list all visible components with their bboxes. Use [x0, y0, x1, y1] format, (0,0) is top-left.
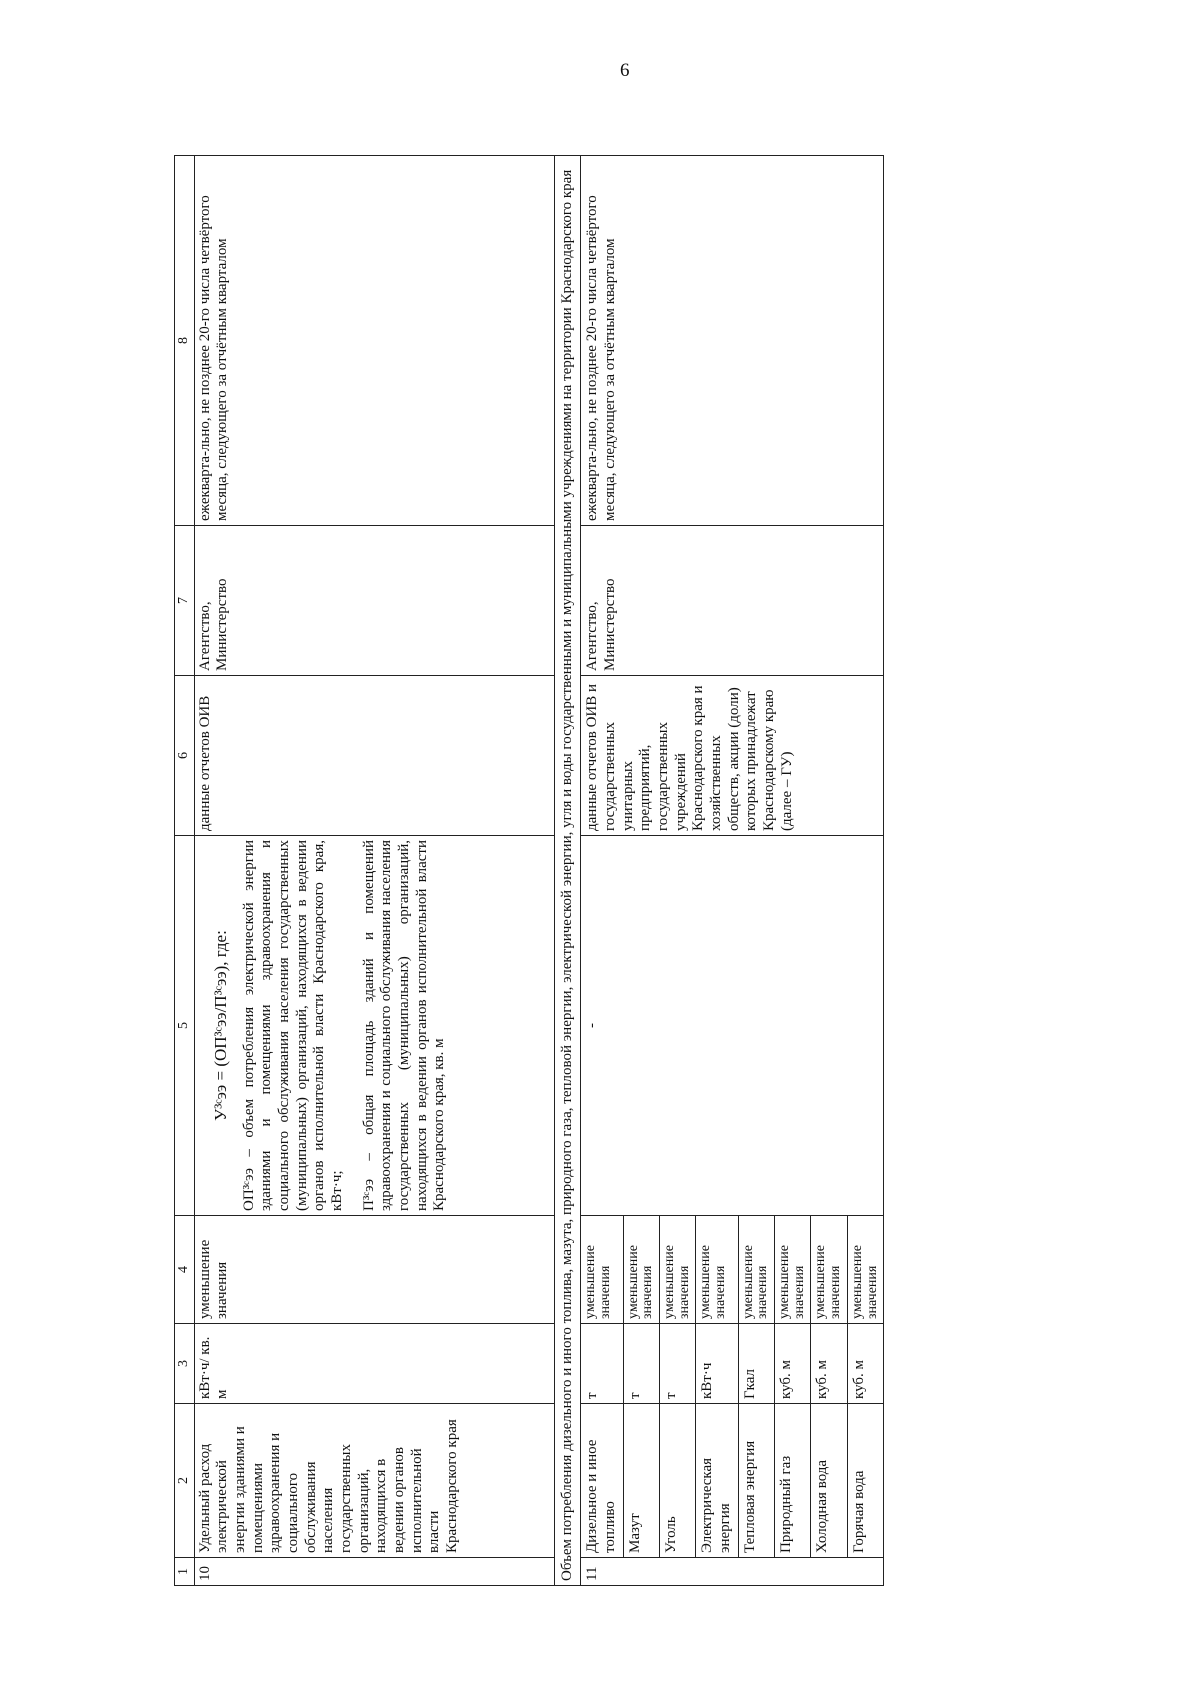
item-unit: т: [659, 1324, 695, 1404]
formula-cell: -: [581, 836, 884, 1216]
header-row: [175, 156, 195, 1586]
item-name: Дизельное и иное топливо: [581, 1404, 623, 1558]
item-unit: т: [623, 1324, 659, 1404]
item-name: Электрическая энергия: [696, 1404, 738, 1558]
source-cell: данные отчетов ОИВ и государственных унитарных предприятий, государственных учреждений Краснодарского края и хозяйственных обществ, акции (доли) которых принадлежат Краснодарскому краю (далее – ГУ): [581, 676, 884, 836]
formula-definition-1: ОП³ᶜээ – объем потребления электрической энергии зданиями и помещениями здравоохранения и социального обслуживания населения государственных (муниципальных) организаций, находящихся в ведении органов исполнительной власти Краснодарского края, кВт·ч;: [240, 840, 345, 1211]
unit-cell: кВт·ч/ кв. м: [194, 1324, 554, 1404]
item-unit: кВт·ч: [696, 1324, 738, 1404]
row-number: 10: [194, 1558, 554, 1586]
item-trend: уменьшение значения: [623, 1216, 659, 1324]
responsible-cell: Агентство, Министерство: [194, 526, 554, 676]
indicators-table: [174, 155, 884, 1586]
section-header-row: [554, 156, 581, 1586]
item-trend: уменьшение значения: [581, 1216, 623, 1324]
deadline-cell: ежекварта-льно, не позднее 20-го числа четвёртого месяца, следующего за отчётным кварталом: [581, 156, 884, 526]
header-cell: 4: [175, 1216, 195, 1324]
header-cell: 3: [175, 1324, 195, 1404]
row-number: 11: [581, 1558, 884, 1586]
item-unit: куб. м: [847, 1324, 883, 1404]
rotated-table-container: [174, 156, 1186, 1586]
page-number: 6: [620, 60, 630, 81]
header-cell: 8: [175, 156, 195, 526]
item-unit: Гкал: [738, 1324, 774, 1404]
table-row-11: [581, 156, 623, 1586]
item-name: Мазут: [623, 1404, 659, 1558]
header-cell: 2: [175, 1404, 195, 1558]
item-trend: уменьшение значения: [696, 1216, 738, 1324]
header-cell: 7: [175, 526, 195, 676]
item-trend: уменьшение значения: [847, 1216, 883, 1324]
responsible-cell: Агентство, Министерство: [581, 526, 884, 676]
item-unit: т: [581, 1324, 623, 1404]
item-trend: уменьшение значения: [659, 1216, 695, 1324]
formula-definition-2: П³ᶜээ – общая площадь зданий и помещений здравоохранения и социального обслуживания населения государственных (муниципальных) организаций, находящихся в ведении органов исполнительной власти Краснодарского края, кв. м: [360, 840, 448, 1211]
header-cell: 1: [175, 1558, 195, 1586]
item-name: Уголь: [659, 1404, 695, 1558]
item-trend: уменьшение значения: [811, 1216, 847, 1324]
item-trend: уменьшение значения: [775, 1216, 811, 1324]
item-name: Природный газ: [775, 1404, 811, 1558]
formula-cell: [194, 836, 554, 1216]
formula: У³ᶜээ = (ОП³ᶜээ/П³ᶜээ), где:: [210, 930, 230, 1121]
item-name: Горячая вода: [847, 1404, 883, 1558]
item-unit: куб. м: [811, 1324, 847, 1404]
indicator-name: Удельный расход электрической энергии зданиями и помещениями здравоохранения и социального обслуживания населения государственных организаций, находящихся в ведении органов исполнительной власти Краснодарского края: [194, 1404, 554, 1558]
source-cell: данные отчетов ОИВ: [194, 676, 554, 836]
item-trend: уменьшение значения: [738, 1216, 774, 1324]
item-unit: куб. м: [775, 1324, 811, 1404]
header-cell: 5: [175, 836, 195, 1216]
header-cell: 6: [175, 676, 195, 836]
deadline-cell: ежекварта-льно, не позднее 20-го числа четвёртого месяца, следующего за отчётным кварталом: [194, 156, 554, 526]
section-header: Объем потребления дизельного и иного топлива, мазута, природного газа, тепловой энергии, электрической энергии, угля и воды государственными и муниципальными учреждениями на территории Краснодарского края: [554, 156, 581, 1586]
item-name: Холодная вода: [811, 1404, 847, 1558]
item-name: Тепловая энергия: [738, 1404, 774, 1558]
table-row-10: [194, 156, 554, 1586]
trend-cell: уменьшение значения: [194, 1216, 554, 1324]
